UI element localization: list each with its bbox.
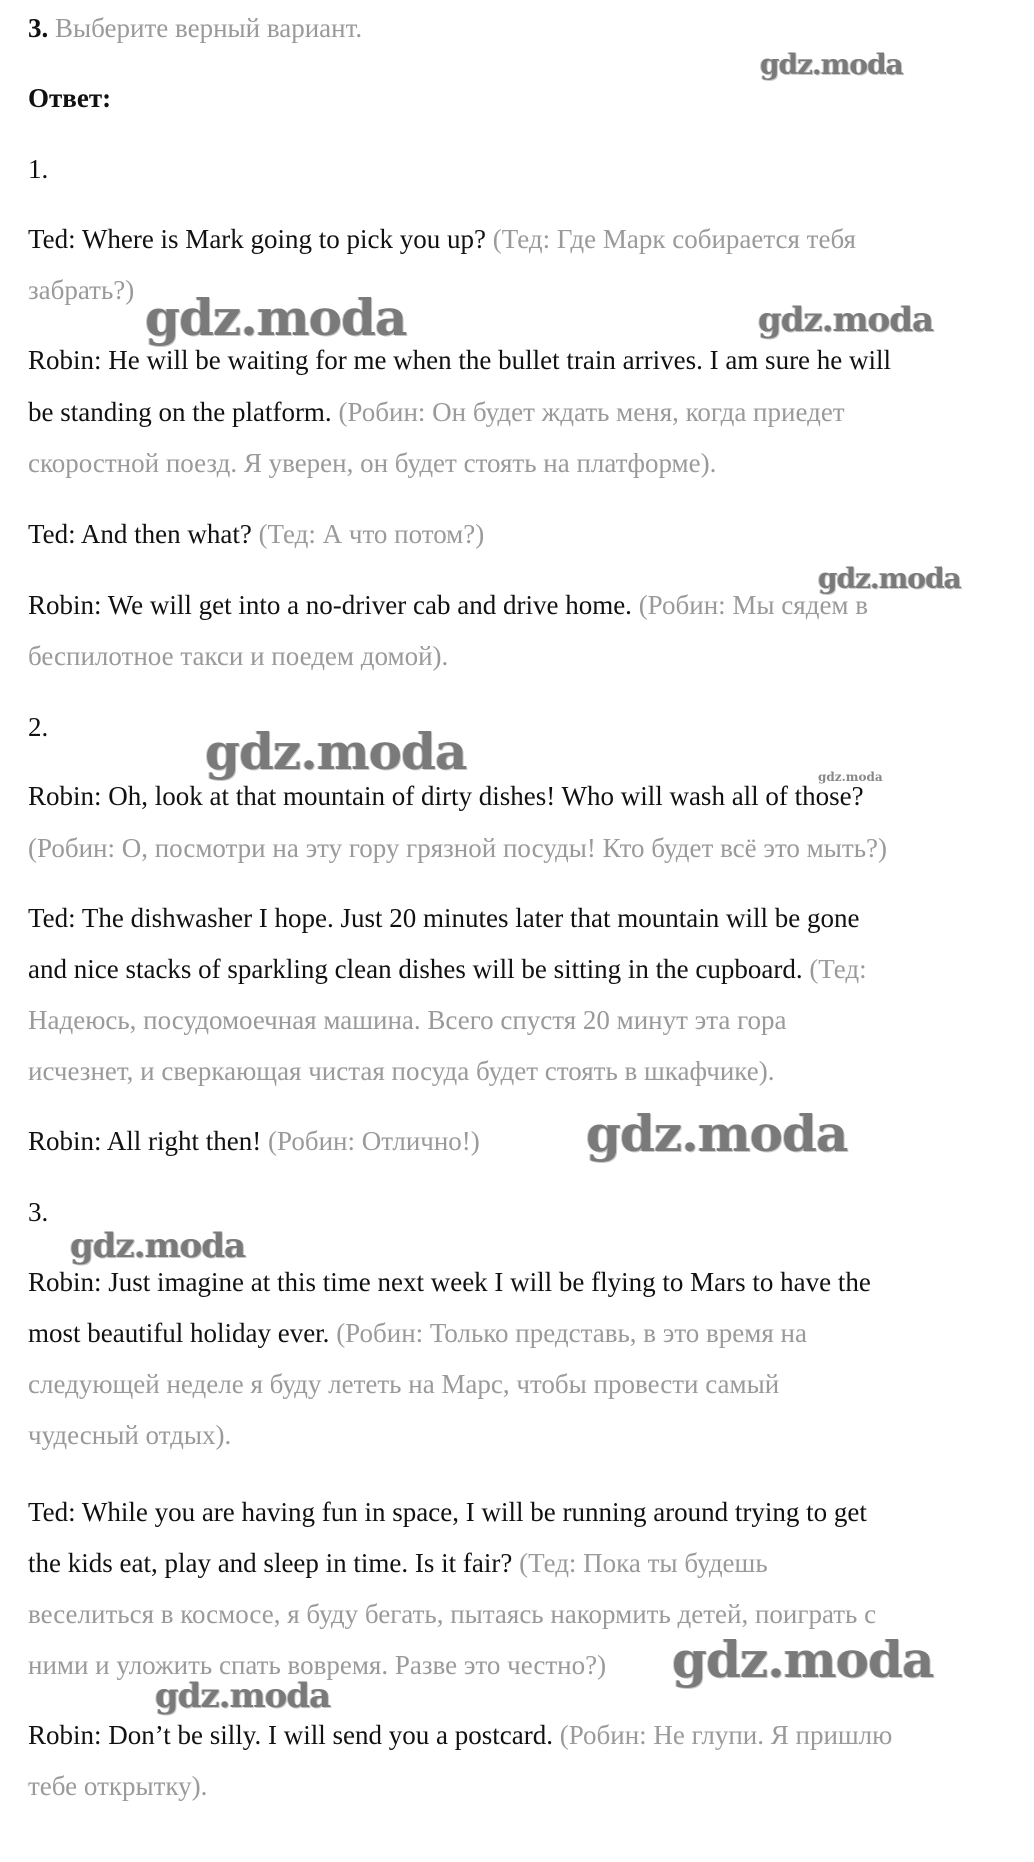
dialog-line bbox=[28, 396, 845, 428]
dialog-line bbox=[28, 1125, 480, 1157]
dialog-line bbox=[28, 518, 484, 550]
answer-label: Ответ: bbox=[28, 83, 112, 113]
russian-translation: (Робин: О, посмотри на эту гору грязной посуды! Кто будет всё это мыть?) bbox=[28, 833, 887, 863]
russian-translation: следующей неделе я буду лететь на Марс, чтобы провести самый bbox=[28, 1369, 780, 1399]
dialog-line bbox=[28, 1496, 867, 1528]
dialog-line bbox=[28, 1055, 774, 1087]
russian-translation: веселиться в космосе, я буду бегать, пытаясь накормить детей, поиграть с bbox=[28, 1599, 877, 1629]
russian-translation: Надеюсь, посудомоечная машина. Всего спустя 20 минут эта гора bbox=[28, 1005, 787, 1035]
dialog-line bbox=[28, 1368, 779, 1400]
watermark: gdz.moda bbox=[672, 1630, 934, 1689]
english-text: Ted: And then what? bbox=[28, 519, 259, 549]
english-text: be standing on the platform. bbox=[28, 397, 339, 427]
dialog-line bbox=[28, 1547, 768, 1579]
task-number: 3. bbox=[28, 13, 49, 43]
russian-translation: ними и уложить спать вовремя. Разве это честно?) bbox=[28, 1650, 607, 1680]
russian-translation: чудесный отдых). bbox=[28, 1420, 232, 1450]
english-text: Robin: Don’t be silly. I will send you a postcard. bbox=[28, 1720, 560, 1750]
english-text: and nice stacks of sparkling clean dishes will be sitting in the cupboard. bbox=[28, 954, 810, 984]
section-number-1: 1. bbox=[28, 154, 49, 184]
section-number-2: 2. bbox=[28, 712, 49, 742]
watermark: gdz.moda bbox=[760, 48, 903, 81]
english-text: Robin: All right then! bbox=[28, 1126, 268, 1156]
russian-translation: (Тед: Пока ты будешь bbox=[519, 1548, 768, 1578]
russian-translation: исчезнет, и сверкающая чистая посуда будет стоять в шкафчике). bbox=[28, 1056, 775, 1086]
russian-translation: (Тед: Где Марк собирается тебя bbox=[492, 224, 856, 254]
english-text: Ted: While you are having fun in space, I will be running around trying to get bbox=[28, 1497, 867, 1527]
task-text: Выберите верный вариант. bbox=[48, 13, 363, 43]
russian-translation: тебе открытку). bbox=[28, 1771, 208, 1801]
english-text: most beautiful holiday ever. bbox=[28, 1318, 337, 1348]
russian-translation: (Робин: Отлично!) bbox=[268, 1126, 480, 1156]
dialog-line bbox=[28, 640, 448, 672]
watermark: gdz.moda bbox=[758, 300, 934, 340]
russian-translation: (Робин: Он будет ждать меня, когда приедет bbox=[338, 397, 845, 427]
dialog-line bbox=[28, 1419, 231, 1451]
russian-translation: (Робин: Только представь, в это время на bbox=[336, 1318, 807, 1348]
russian-translation: (Тед: bbox=[809, 954, 867, 984]
russian-translation: (Робин: Не глупи. Я пришлю bbox=[559, 1720, 893, 1750]
dialog-line bbox=[28, 780, 864, 812]
watermark: gdz.moda bbox=[145, 288, 407, 347]
dialog-line bbox=[28, 447, 716, 479]
english-text: Robin: Just imagine at this time next week I will be flying to Mars to have the bbox=[28, 1267, 871, 1297]
watermark: gdz.moda bbox=[70, 1226, 246, 1266]
dialog-line bbox=[28, 344, 891, 376]
section-number-3: 3. bbox=[28, 1197, 49, 1227]
russian-translation: забрать?) bbox=[28, 275, 135, 305]
russian-translation: (Тед: А что потом?) bbox=[258, 519, 485, 549]
dialog-line bbox=[28, 953, 867, 985]
english-text: Robin: Oh, look at that mountain of dirty dishes! Who will wash all of those? bbox=[28, 781, 864, 811]
dialog-line bbox=[28, 1317, 807, 1349]
english-text: Robin: He will be waiting for me when the bullet train arrives. I am sure he will bbox=[28, 345, 892, 375]
dialog-line bbox=[28, 1719, 892, 1751]
dialog-line bbox=[28, 589, 868, 621]
task-heading bbox=[28, 12, 362, 44]
dialog-line bbox=[28, 1004, 787, 1036]
watermark: gdz.moda bbox=[205, 722, 467, 781]
english-text: Robin: We will get into a no-driver cab and drive home. bbox=[28, 590, 639, 620]
watermark: gdz.moda bbox=[155, 1676, 331, 1716]
watermark: gdz.moda bbox=[818, 562, 961, 595]
russian-translation: (Робин: Мы сядем в bbox=[638, 590, 869, 620]
dialog-line bbox=[28, 1266, 871, 1298]
english-text: Ted: The dishwasher I hope. Just 20 minutes later that mountain will be gone bbox=[28, 903, 860, 933]
dialog-line bbox=[28, 1598, 876, 1630]
dialog-line bbox=[28, 223, 856, 255]
watermark: gdz.moda bbox=[586, 1104, 848, 1163]
watermark: gdz.moda bbox=[818, 770, 883, 784]
russian-translation: беспилотное такси и поедем домой). bbox=[28, 641, 449, 671]
dialog-line bbox=[28, 274, 134, 306]
dialog-line bbox=[28, 1770, 207, 1802]
dialog-line bbox=[28, 902, 859, 934]
dialog-line bbox=[28, 832, 887, 864]
english-text: the kids eat, play and sleep in time. Is it fair? bbox=[28, 1548, 520, 1578]
russian-translation: скоростной поезд. Я уверен, он будет стоять на платформе). bbox=[28, 448, 717, 478]
english-text: Ted: Where is Mark going to pick you up? bbox=[28, 224, 493, 254]
